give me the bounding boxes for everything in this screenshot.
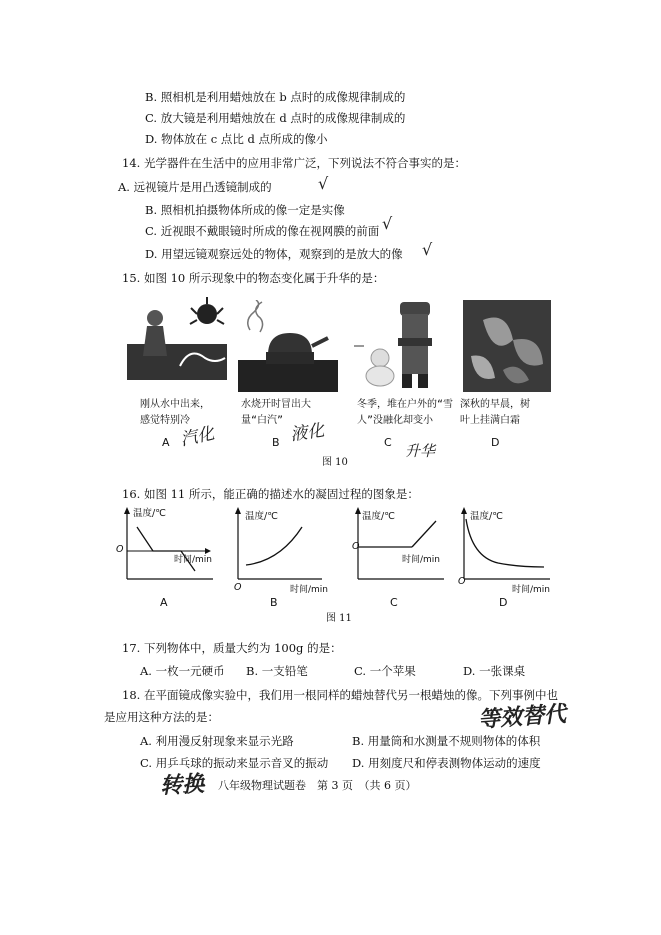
graph-d-letter: D [499,596,508,609]
q18-option-b: B. 用量筒和水测量不规则物体的体积 [352,734,541,748]
graph-a-x-label: 时间/min [174,555,213,565]
figure10-label: 图 10 [322,457,348,468]
q13-option-d: D. 物体放在 c 点比 d 点所成的像小 [145,132,328,146]
q16-stem: 16. 如图 11 所示，能正确的描述水的凝固过程的图象是： [122,487,419,501]
graph-a-letter: A [160,596,168,609]
figure10-image-d [463,300,551,392]
q14-option-a: A. 远视镜片是用凸透镜制成的 [118,180,272,194]
graph-c-letter: C [390,596,398,609]
caption-d-line2: 叶上挂满白霜 [460,415,520,426]
q14-stem: 14. 光学器件在生活中的应用非常广泛，下列说法不符合事实的是： [122,156,466,170]
q18-stem-line1: 18. 在平面镜成像实验中，我们用一根同样的蜡烛替代另一根蜡烛的像。下列事例中也 [122,688,558,702]
q14-option-d: D. 用望远镜观察远处的物体，观察到的是放大的像 [145,247,403,261]
fig10-letter-b: B [272,436,280,449]
q17-stem: 17. 下列物体中，质量大约为 100g 的是： [122,641,342,655]
graph-b-letter: B [270,596,278,609]
q13-option-c: C. 放大镜是利用蜡烛放在 d 点时的成像规律制成的 [145,111,406,125]
caption-c-line1: 冬季，堆在户外的“雪 [357,399,454,410]
check-mark-d: √ [422,240,433,259]
caption-a-line1: 刚从水中出来， [140,399,210,410]
fig10-letter-a: A [162,436,170,449]
caption-b-line2: 量“白汽” [241,415,284,426]
caption-b-line1: 水烧开时冒出大 [241,399,311,410]
caption-c-line2: 人”没融化却变小 [357,415,434,426]
q13-option-b: B. 照相机是利用蜡烛放在 b 点时的成像规律制成的 [145,90,406,104]
handwritten-note-c: 升华 [405,442,436,460]
graph-a-origin: O [116,544,124,555]
figure10-image-a [125,296,235,392]
graph-a-y-label: 温度/℃ [133,508,166,519]
check-mark-c: √ [382,214,393,233]
graph-b-origin: O [234,582,242,593]
graph-b-y-label: 温度/℃ [245,511,278,522]
graph-c-x-label: 时间/min [402,555,441,565]
q18-option-d: D. 用刻度尺和停表测物体运动的速度 [352,756,541,770]
fig10-letter-c: C [384,436,392,449]
q18-stem-line2: 是应用这种方法的是： [104,710,219,724]
q17-option-d: D. 一张课桌 [463,664,526,678]
handwritten-method-note: 等效替代 [477,700,567,734]
graph-d-origin: O [458,576,466,587]
page-footer: 八年级物理试题卷 第 3 页 （共 6 页） [218,779,417,792]
q17-option-c: C. 一个苹果 [354,664,416,678]
q15-stem: 15. 如图 10 所示现象中的物态变化属于升华的是： [122,271,385,285]
q14-option-c: C. 近视眼不戴眼镜时所成的像在视网膜的前面 [145,224,380,238]
caption-d-line1: 深秋的早晨，树 [460,399,530,410]
fig10-letter-d: D [491,436,500,449]
figure10-image-b [238,300,338,392]
graph-d-x-label: 时间/min [512,585,551,595]
graph-c-y-label: 温度/℃ [362,511,395,522]
q17-option-a: A. 一枚一元硬币 [140,664,225,678]
q17-option-b: B. 一支铅笔 [246,664,308,678]
q18-option-a: A. 利用漫反射现象来显示光路 [140,734,294,748]
handwritten-note-a: 汽化 [178,423,217,451]
figure11-label: 图 11 [326,613,352,624]
caption-a-line2: 感觉特别冷 [140,415,190,426]
graph-b-x-label: 时间/min [290,585,329,595]
q18-option-c: C. 用乒乓球的振动来显示音叉的振动 [140,756,329,770]
q14-option-b: B. 照相机拍摄物体所成的像一定是实像 [145,203,345,217]
handwritten-note-c18: 转换 [159,770,205,800]
graph-c-origin: O [352,541,360,552]
graph-d-y-label: 温度/℃ [470,511,503,522]
figure10-image-c [350,298,438,392]
handwritten-note-b: 液化 [289,420,326,446]
check-mark-a: √ [318,174,329,193]
